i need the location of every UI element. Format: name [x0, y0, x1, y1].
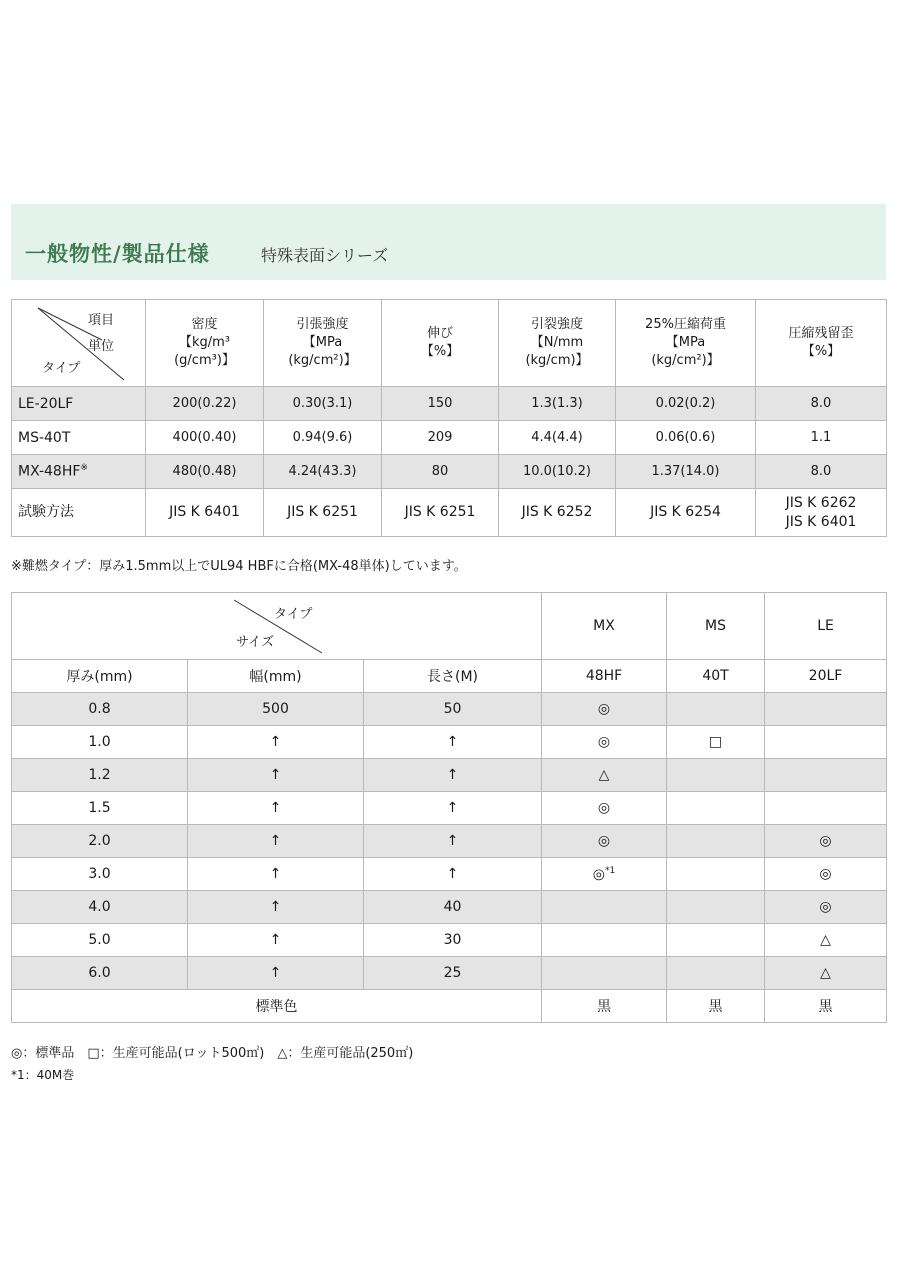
table-row: LE-20LF 200(0.22) 0.30(3.1) 150 1.3(1.3) 0.02(0.2) 8.0	[12, 387, 887, 421]
type-ms: MS	[667, 593, 765, 660]
table-row: 0.8 500 50 ◎	[12, 693, 887, 726]
corner-size-label: サイズ	[236, 635, 274, 650]
header-tear: 引裂強度 【N/mm (kg/cm)】	[499, 300, 616, 387]
flame-note-mark: ※	[80, 463, 88, 474]
corner-header	[12, 300, 146, 387]
table-row: 5.0 ↑ 30 △	[12, 924, 887, 957]
test-method-row: 試験方法 JIS K 6401 JIS K 6251 JIS K 6251 JIS K 6252 JIS K 6254 JIS K 6262 JIS K 6401	[12, 489, 887, 537]
corner-item-label: 項目	[88, 313, 115, 328]
table-row: MS-40T 400(0.40) 0.94(9.6) 209 4.4(4.4) 0.06(0.6) 1.1	[12, 421, 887, 455]
properties-table	[11, 299, 887, 537]
header-compression-load: 25%圧縮荷重 【MPa (kg/cm²)】	[616, 300, 756, 387]
header-elongation: 伸び 【%】	[382, 300, 499, 387]
table-row: 1.2 ↑ ↑ △	[12, 759, 887, 792]
footnote: *1：40M巻	[11, 1068, 75, 1082]
header-density: 密度 【kg/m³ (g/cm³)】	[146, 300, 264, 387]
table-row: 1.5 ↑ ↑ ◎	[12, 792, 887, 825]
standard-color-row: 標準色 黒 黒 黒	[12, 990, 887, 1023]
table-row: 2.0 ↑ ↑ ◎ ◎	[12, 825, 887, 858]
type-mx: MX	[542, 593, 667, 660]
corner-type-label: タイプ	[42, 361, 81, 376]
corner-unit-label: 単位	[88, 339, 115, 354]
flame-retardant-note: ※難燃タイプ：厚み1.5mm以上でUL94 HBFに合格(MX-48単体)しています。	[11, 559, 467, 574]
table-row: 4.0 ↑ 40 ◎	[12, 891, 887, 924]
legend-note: ◎：標準品 □：生産可能品(ロット500㎡) △：生産可能品(250㎡)	[11, 1046, 414, 1061]
header-banner	[11, 204, 886, 280]
table-row: 3.0 ↑ ↑ ◎$^{*1}$ ◎	[12, 858, 887, 891]
size-table	[11, 592, 887, 1023]
size-corner-header	[12, 593, 542, 660]
table-row: MX-48HF※ 480(0.48) 4.24(43.3) 80 10.0(10.2) 1.37(14.0) 8.0	[12, 455, 887, 489]
table-row: 6.0 ↑ 25 △	[12, 957, 887, 990]
header-compression-set: 圧縮残留歪 【%】	[756, 300, 887, 387]
header-tensile: 引張強度 【MPa (kg/cm²)】	[264, 300, 382, 387]
type-le: LE	[765, 593, 887, 660]
subheader-row: 厚み(mm) 幅(mm) 長さ(M) 48HF 40T 20LF	[12, 660, 887, 693]
footnote-mark: *1	[605, 865, 616, 876]
table-row: 1.0 ↑ ↑ ◎ □	[12, 726, 887, 759]
page-subtitle: 特殊表面シリーズ	[261, 246, 389, 265]
corner-type-label: タイプ	[274, 607, 313, 622]
page-title: 一般物性/製品仕様	[25, 242, 210, 266]
